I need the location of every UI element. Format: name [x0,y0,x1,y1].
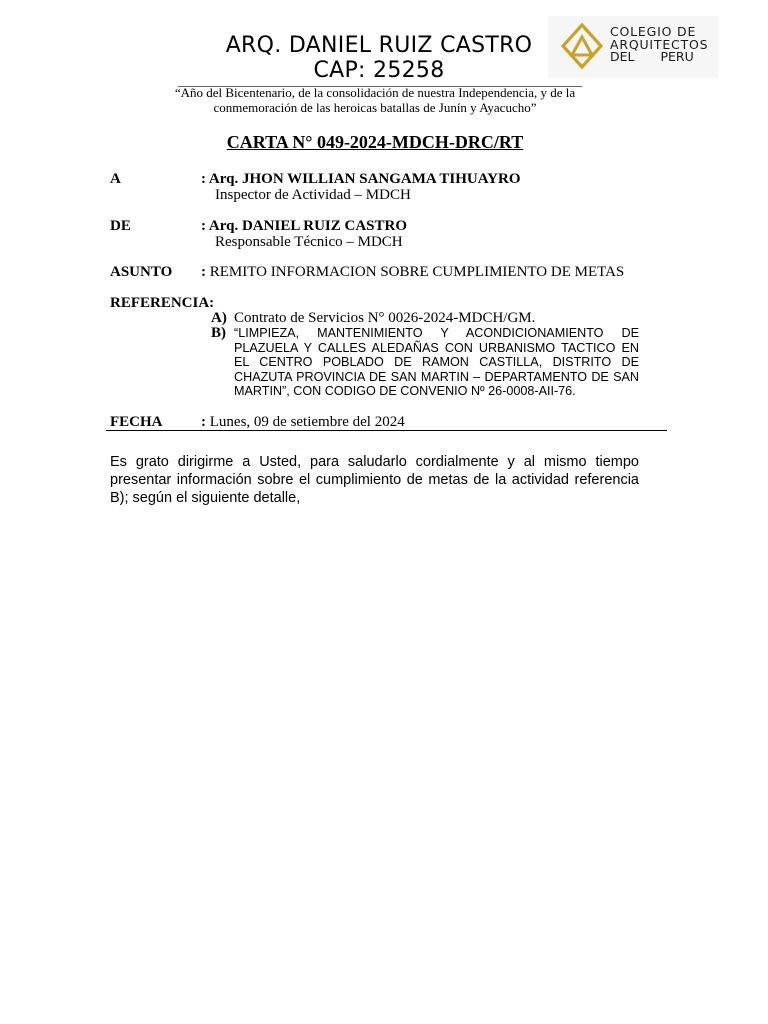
reference-b-letter: B) [211,325,226,341]
from-role: Responsable Técnico – MDCH [215,234,403,250]
subject-label: ASUNTO [110,264,173,280]
subject-line [201,264,624,281]
logo-line-1: COLEGIO DE [610,24,697,39]
motto-line-1: “Año del Bicentenario, de la consolidación de nuestra Independencia, y de la [174,85,576,100]
header-cap: CAP: 25258 [313,58,445,83]
logo-text [610,26,708,64]
to-label: A [110,171,121,187]
reference-a-letter: A) [211,310,227,326]
date-colon: : [201,414,206,430]
to-name-text: : Arq. JHON WILLIAN SANGAMA TIHUAYRO [201,171,521,187]
reference-a-text: Contrato de Servicios N° 0026-2024-MDCH/GM. [234,310,536,326]
letter-body: Es grato dirigirme a Usted, para saludarlo cordialmente y al mismo tiempo presentar información sobre el cumplimiento de metas de la actividad referencia B); según el siguiente detalle, [110,454,639,506]
to-name [201,171,521,188]
official-year-motto [150,85,600,115]
subject-value: REMITO INFORMACION SOBRE CUMPLIMIENTO DE METAS [209,264,625,280]
to-role: Inspector de Actividad – MDCH [215,187,411,203]
triangle-logo-icon [560,22,604,70]
from-name-text: : Arq. DANIEL RUIZ CASTRO [201,218,408,234]
motto-line-2: conmemoración de las heroicas batallas de Junín y Ayacucho” [213,100,537,115]
from-label: DE [110,218,131,234]
reference-label: REFERENCIA: [110,295,215,311]
reference-b-text: “LIMPIEZA, MANTENIMIENTO Y ACONDICIONAMIENTO DE PLAZUELA Y CALLES ALEDAÑAS CON URBANISMO TACTICO EN EL CENTRO POBLADO DE RAMON CASTILLA, DISTRITO DE CHAZUTA PROVINCIA DE SAN MARTIN – DEPARTAMENTO DE SAN MARTIN”, CON CODIGO DE CONVENIO Nº 26-0008-AII-76. [234,326,639,398]
date-value: Lunes, 09 de setiembre del 2024 [209,414,405,430]
date-label: FECHA [110,414,163,430]
letter-title: CARTA N° 049-2024-MDCH-DRC/RT [226,132,524,152]
subject-colon: : [201,264,206,280]
colegio-arquitectos-logo [548,16,718,78]
logo-line-3: DEL PERU [610,49,694,64]
date-divider [106,430,667,431]
header-name: ARQ. DANIEL RUIZ CASTRO [225,33,533,58]
date-line [201,414,405,431]
from-name [201,218,407,235]
logo-line-2: ARQUITECTOS [610,36,709,52]
